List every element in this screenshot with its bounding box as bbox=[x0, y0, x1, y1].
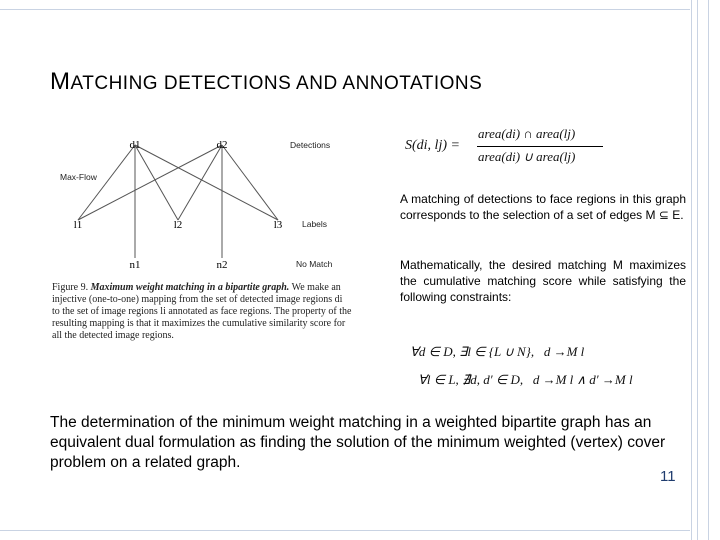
node-l3: l3 bbox=[273, 219, 283, 231]
constraint-2: ∀l ∈ L, ∄d, d′ ∈ D, d →M l ∧ d′ →M l bbox=[418, 372, 633, 387]
label-detections: Detections bbox=[290, 140, 331, 150]
slide-title bbox=[50, 68, 482, 96]
title-rest: ATCHING DETECTIONS AND ANNOTATIONS bbox=[70, 73, 483, 94]
node-n2: n2 bbox=[216, 259, 228, 271]
title-first-letter: M bbox=[50, 68, 71, 95]
frame-line-bottom bbox=[0, 530, 690, 531]
bipartite-graph-figure bbox=[50, 128, 370, 350]
figure-caption bbox=[52, 282, 352, 342]
caption-prefix: Figure 9. bbox=[52, 282, 89, 293]
frame-line-vertical bbox=[691, 0, 692, 540]
node-d2: d2 bbox=[216, 139, 228, 151]
label-maxflow: Max-Flow bbox=[60, 172, 97, 182]
caption-text: We make an injective (one-to-one) mapping from the set of detected image regions di to the set of image regions li annotated as face regions. The property of the resulting mapping is that it maximizes the cumulative similarity score for all the detected image regions. bbox=[52, 282, 352, 341]
frame-line-top bbox=[0, 9, 690, 10]
constraint-1: ∀d ∈ D, ∃l ∈ {L ∪ N}, d →M l bbox=[410, 344, 585, 359]
paragraph-matching: A matching of detections to face regions in this graph corresponds to the selection of a set of edges M ⊆ E. bbox=[400, 192, 686, 222]
node-l2: l2 bbox=[173, 219, 183, 231]
bottom-paragraph: The determination of the minimum weight matching in a weighted bipartite graph has an equivalent dual formulation as finding the solution of the minimum weighted (vertex) cover problem on a related graph. bbox=[50, 414, 666, 471]
formula-numerator: area(di) ∩ area(lj) bbox=[478, 126, 576, 141]
frame-line-vertical-3 bbox=[708, 0, 709, 540]
frame-line-vertical-2 bbox=[697, 0, 698, 540]
label-labels: Labels bbox=[302, 219, 328, 229]
formula-denominator: area(di) ∪ area(lj) bbox=[478, 149, 576, 164]
page-number: 11 bbox=[660, 468, 676, 485]
node-d1: d1 bbox=[129, 139, 141, 151]
formula-lhs: S(di, lj) = bbox=[405, 138, 460, 153]
fraction-bar bbox=[477, 146, 603, 147]
node-l1: l1 bbox=[73, 219, 83, 231]
label-no-match: No Match bbox=[296, 259, 333, 269]
node-n1: n1 bbox=[129, 259, 141, 271]
graph-svg bbox=[50, 128, 370, 278]
caption-bold: Maximum weight matching in a bipartite graph. bbox=[90, 282, 290, 293]
paragraph-mathematically: Mathematically, the desired matching M maximizes the cumulative matching score while satisfying the following constraints: bbox=[400, 258, 686, 304]
